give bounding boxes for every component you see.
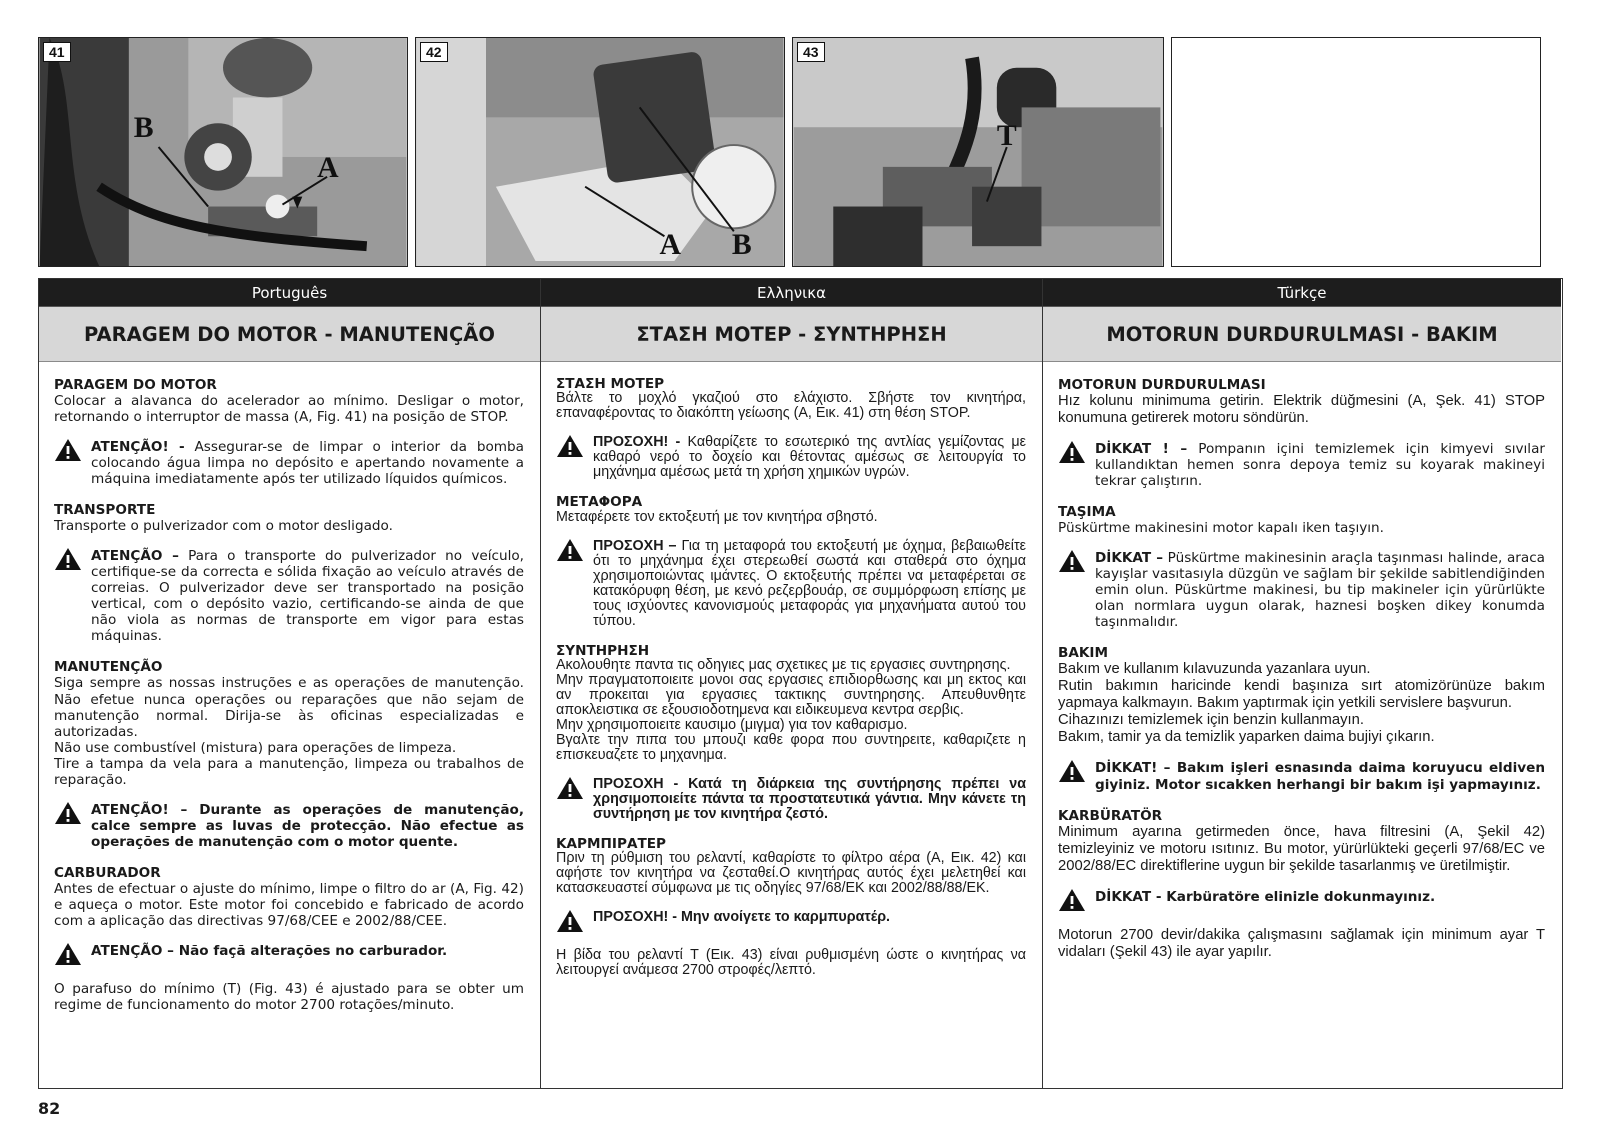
- warning-block: [556, 435, 1026, 480]
- warning-text: Para o transporte do pulverizador no veículo, certifique-se da correcta e sólida fixação ao veículo através de correias. O pulverizador deve ser transportado na posição vertical, com o depósito vazio, certificando-se ainda de que não viola as normas de transporte em vigor para estas máquinas.: [91, 548, 525, 645]
- paragraph: Rutin bakımın haricinde kendi başınıza sırt atomizörünüze bakım yapmaya kalkmayın. Bakım yaptırmak için yetkili servislere başvurun.: [1058, 678, 1545, 712]
- warning-block: [556, 539, 1026, 629]
- paragraph: Não use combustível (mistura) para operações de limpeza.: [54, 739, 457, 756]
- warning-triangle-icon: [556, 538, 586, 562]
- section-title: MOTORUN DURDURULMASI - BAKIM: [1043, 307, 1561, 362]
- warning-lead: DİKKAT –: [1095, 550, 1163, 567]
- paragraph: Minimum ayarına getirmeden önce, hava filtresini (A, Şekil 42) temizleyiniz ve motoru ısıtınız. Bu motor, yürürlükteki geçerli 97/68/EC ve 2002/88/EC direktiflerine uygun bir şekilde tasarlanmış ve üretilmiştir.: [1058, 823, 1545, 874]
- paragraph: Μην πραγματοποιειτε μονοι σας εργασιες επιδιορθωσης και μη εκτος και αν προκειται για εργασιες τακτικης συντηρησης. Απευθυνθητε αποκλειστικα σε εξουσιοδοτημενα και ειδικευμενα κεντρα σερβις.: [556, 671, 1026, 718]
- warning-text: ATENÇÃO! – Durante as operações de manutenção, calce sempre as luvas de protecção. Não efectue as operações de manutenção com o motor quente.: [91, 801, 524, 850]
- paragraph: Μην χρησιμοποιειτε καυσιμο (μιγμα) για τον καθαρισμο.: [556, 716, 908, 733]
- figure-number: 43: [797, 42, 825, 62]
- language-header: Português: [39, 279, 540, 307]
- column-portuguese: [39, 279, 541, 1088]
- column-body: [1043, 362, 1561, 961]
- warning-triangle-icon: [1058, 440, 1088, 464]
- warning-lead: ΠΡΟΣΟΧΗ –: [593, 537, 677, 554]
- paragraph: Bakım, tamir ya da temizlik yaparken daima bujiyi çıkarın.: [1058, 729, 1435, 746]
- paragraph: Antes de efectuar o ajuste do mínimo, limpe o filtro do ar (A, Fig. 42) e aqueça o motor. Este motor foi concebido e fabricado de acordo com a aplicação das directivas 97/68/CEE e 2002/88/CEE.: [54, 880, 524, 929]
- warning-text: DİKKAT - Karbüratöre elinizle dokunmayınız.: [1095, 888, 1436, 905]
- section-heading: ΜΕΤΑΦΟΡΑ: [556, 494, 643, 511]
- figure-empty-panel: [1171, 37, 1541, 267]
- warning-text: Assegurar-se de limpar o interior da bomba colocando água limpa no depósito e apertando novamente a máquina imediatamente após ter utilizado líquidos químicos.: [91, 439, 524, 488]
- warning-text: ΠΡΟΣΟΧΗ - Κατά τη διάρκεια της συντήρησης πρέπει να χρησιμοποιείτε πάντα τα προστατευτικά γάντια. Μην κάνετε τη συντήρηση με τον κινητήρα ζεστό.: [593, 775, 1026, 822]
- paragraph: Tire a tampa da vela para a manutenção, limpeza ou trabalhos de reparação.: [54, 755, 524, 788]
- air-filter-photo-42: [416, 38, 784, 266]
- figure-label: T: [996, 120, 1017, 153]
- warning-text: Για τη μεταφορά του εκτοξευτή με όχημα, βεβαιωθείτε ότι το μηχάνημα έχει στερεωθεί σωστά και σταθερά στο όχημα χρησιμοποιώντας ιμάντες. Ο εκτοξευτής πρέπει να μεταφέρεται σε κατακόρυφη θέση, με κενό ρεζερβουάρ, σε συμμόρφωση επίσης με τους ισχύοντες κανονισμούς μεταφοράς για μηχανήματα αυτού του τύπου.: [593, 537, 1026, 629]
- warning-block: [54, 548, 524, 644]
- warning-block: [556, 777, 1026, 822]
- column-body: [39, 362, 540, 1013]
- warning-text: Καθαρίζετε το εσωτερικό της αντλίας γεμίζοντας με καθαρό νερό το δοχείο και θέτοντας αμέσως σε λειτουργία το μηχάνημα αμέσως μετά τη χρήση χημικών υγρών.: [593, 434, 1026, 481]
- warning-triangle-icon: [556, 776, 586, 800]
- warning-block: [54, 439, 524, 487]
- section-heading: MOTORUN DURDURULMASI: [1058, 377, 1266, 393]
- section-heading: PARAGEM DO MOTOR: [54, 377, 217, 393]
- paragraph: Ακολουθητε παντα τις οδηγιες μας σχετικες με τις εργασιες συντηρησης.: [556, 656, 1011, 673]
- paragraph: O parafuso do mínimo (T) (Fig. 43) é ajustado para se obter um regime de funcionamento do motor 2700 rotações/minuto.: [54, 980, 524, 1013]
- figure-43: [792, 37, 1164, 267]
- paragraph: Cihazınızı temizlemek için benzin kullanmayın.: [1058, 712, 1364, 729]
- warning-block: [54, 802, 524, 850]
- warning-text: ATENÇÃO – Não façã alterações no carburador.: [91, 942, 448, 959]
- section-heading: ΚΑΡΜΠΙΡΑΤΕΡ: [556, 835, 666, 852]
- warning-triangle-icon: [54, 942, 84, 966]
- warning-triangle-icon: [556, 909, 586, 933]
- figure-label: A: [317, 151, 339, 184]
- content-columns: [38, 278, 1563, 1089]
- carburetor-photo-43: [793, 38, 1163, 266]
- warning-triangle-icon: [1058, 549, 1088, 573]
- paragraph: Transporte o pulverizador com o motor desligado.: [54, 518, 393, 535]
- warning-triangle-icon: [54, 438, 84, 462]
- warning-triangle-icon: [556, 434, 586, 458]
- warning-block: [556, 910, 1026, 933]
- paragraph: Bakım ve kullanım kılavuzunda yazanlara uyun.: [1058, 661, 1371, 678]
- section-heading: TRANSPORTE: [54, 502, 156, 519]
- figure-label: B: [731, 229, 752, 262]
- warning-lead: DİKKAT ! –: [1095, 441, 1188, 458]
- paragraph: Siga sempre as nossas instruções e as operações de manutenção. Não efetue nunca operações ou reparações que não sejam de manutenção normal. Dirija-se às oficinas especializadas e autorizadas.: [54, 675, 524, 740]
- page-number: 82: [38, 1099, 61, 1118]
- warning-lead: ATENÇÃO –: [91, 548, 179, 565]
- section-heading: MANUTENÇÃO: [54, 659, 163, 676]
- section-heading: ΣΥΝΤΗΡΗΣΗ: [556, 642, 650, 659]
- warning-text: ΠΡΟΣΟΧΗ! - Μην ανοίγετε το καρμπυρατέρ.: [593, 909, 891, 926]
- paragraph: Püskürtme makinesini motor kapalı iken taşıyın.: [1058, 520, 1384, 537]
- column-greek: [541, 279, 1043, 1088]
- warning-block: [1058, 550, 1545, 630]
- paragraph: Βάλτε το μοχλό γκαζιού στο ελάχιστο. Σβήστε τον κινητήρα, επαναφέροντας το διακόπτη γείωσης (A, Εικ. 41) στη θέση STOP.: [556, 390, 1026, 422]
- warning-triangle-icon: [54, 801, 84, 825]
- figure-41: [38, 37, 408, 267]
- section-title: ΣΤΑΣΗ ΜΟΤΕΡ - ΣΥΝΤΗΡΗΣΗ: [541, 307, 1042, 362]
- warning-triangle-icon: [54, 547, 84, 571]
- figure-number: 41: [43, 42, 71, 62]
- section-heading: BAKIM: [1058, 645, 1109, 662]
- language-header: Türkçe: [1043, 279, 1561, 307]
- warning-block: [1058, 760, 1545, 792]
- figure-label: B: [133, 112, 154, 145]
- warning-text: Püskürtme makinesinin araçla taşınması halinde, araca kayışlar vasıtasıyla düzgün ve sağlam bir şekilde sabitlendiğinden emin olun. Püskürtme makinesi, bu tip makineler için yürürlükte olan normlara uygun olarak, haznesi boşken dikey konumda taşınmalıdır.: [1095, 550, 1545, 631]
- warning-block: [1058, 441, 1545, 489]
- section-heading: KARBÜRATÖR: [1058, 807, 1163, 824]
- column-body: [541, 362, 1042, 978]
- paragraph: Colocar a alavanca do acelerador ao mínimo. Desligar o motor, retornando o interruptor de massa (A, Fig. 41) na posição de STOP.: [54, 393, 524, 426]
- warning-lead: ΠΡΟΣΟΧΗ! -: [593, 434, 681, 451]
- paragraph: Πριν τη ρύθμιση του ρελαντί, καθαρίστε το φίλτρο αέρα (A, Εικ. 42) και αφήστε τον κινητήρα να ζεσταθεί.Ο κινητήρας αυτός έχει μελετηθεί και κατασκευαστεί σύμφωνα με τις οδηγίες 97/68/ΕΚ και 2002/88/88/ΕΚ.: [556, 850, 1026, 897]
- column-turkish: [1043, 279, 1561, 1088]
- figure-42: [415, 37, 785, 267]
- paragraph: Motorun 2700 devir/dakika çalışmasını sağlamak için minimum ayar T vidaları (Şekil 43) ile ayar yapılır.: [1058, 926, 1545, 960]
- figure-strip: [38, 37, 1563, 267]
- paragraph: Βγαλτε την πιπα του μπουζι καθε φορα που συντηρειτε, καθαριζετε η επισκευαζετε το μηχανημα.: [556, 731, 1026, 763]
- warning-triangle-icon: [1058, 888, 1088, 912]
- warning-text: DİKKAT! – Bakım işleri esnasında daima koruyucu eldiven giyiniz. Motor sıcakken herhangi bir bakım işi yapmayınız.: [1095, 760, 1545, 793]
- warning-text: Pompanın içini temizlemek için kimyevi sıvılar kullandıktan hemen sonra depoya temiz su koyarak makineyi tekrar çalıştırın.: [1095, 441, 1545, 490]
- section-heading: ΣΤΑΣΗ ΜΟΤΕΡ: [556, 376, 665, 392]
- paragraph: Μεταφέρετε τον εκτοξευτή με τον κινητήρα σβηστό.: [556, 508, 878, 525]
- warning-block: [1058, 889, 1545, 912]
- warning-lead: ATENÇÃO! -: [91, 439, 185, 456]
- figure-label: A: [659, 229, 681, 262]
- section-heading: CARBURADOR: [54, 864, 161, 881]
- figure-number: 42: [420, 42, 448, 62]
- language-header: Ελληνικα: [541, 279, 1042, 307]
- warning-block: [54, 943, 524, 966]
- warning-triangle-icon: [1058, 759, 1088, 783]
- section-title: PARAGEM DO MOTOR - MANUTENÇÃO: [39, 307, 540, 362]
- paragraph: Hız kolunu minimuma getirin. Elektrik düğmesini (A, Şek. 41) STOP konumuna getirerek motoru söndürün.: [1058, 393, 1545, 427]
- section-heading: TAŞIMA: [1058, 504, 1116, 521]
- engine-photo-41: [39, 38, 407, 266]
- paragraph: Η βίδα του ρελαντί T (Εικ. 43) είναι ρυθμισμένη ώστε ο κινητήρας να λειτουργεί ανάμεσα 2700 στροφές/λεπτό.: [556, 947, 1026, 979]
